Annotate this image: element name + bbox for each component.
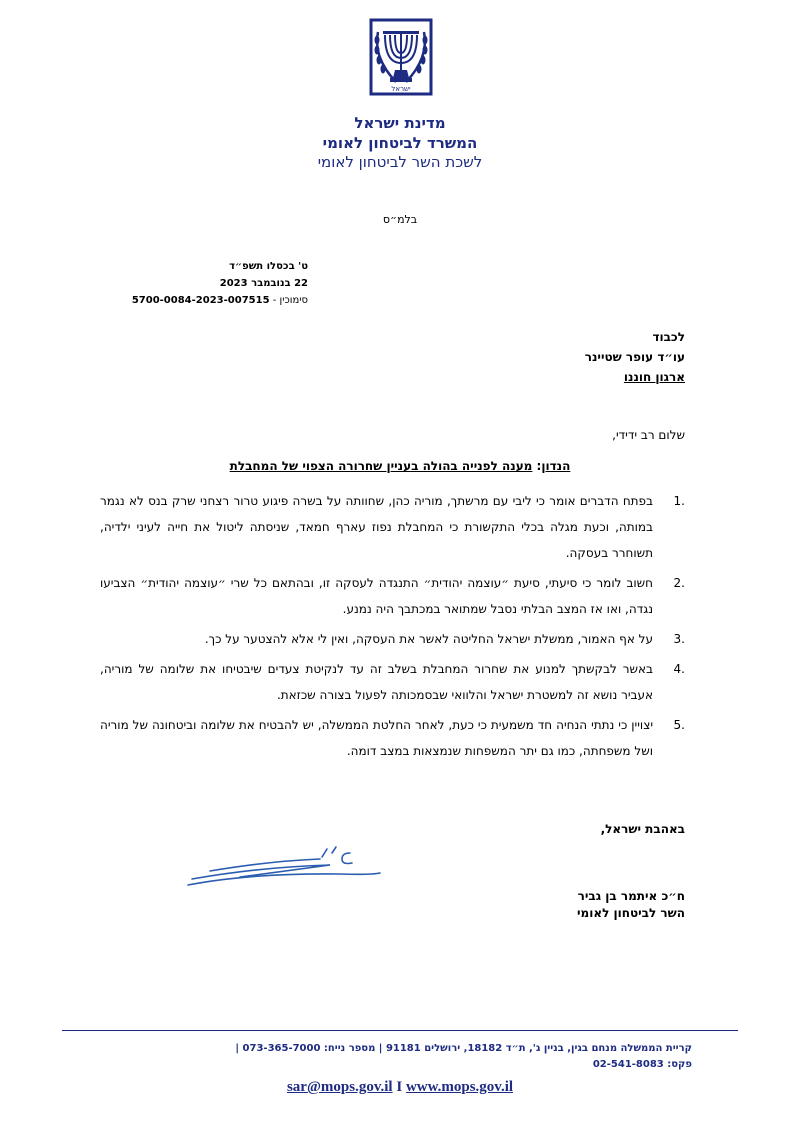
- website-link[interactable]: www.mops.gov.il: [405, 1079, 514, 1095]
- reference-number: 5700-0084-2023-007515: [131, 295, 270, 306]
- item-text: באשר לבקשתך למנוע את שחרור המחבלת בשלב זה עד לנקיטת צעדים שיבטיחו את שלומה של מוריה, אעביר נושא זה למשטרת ישראל והלוואי שבסמכותה לפעול בצורה שכזאת.: [100, 662, 653, 702]
- hebrew-date: ט' בכסלו תשפ״ד: [229, 261, 308, 272]
- letter-body: [100, 488, 685, 768]
- subject-text: מענה לפנייה בהולה בעניין שחרורה הצפוי של המחבלת: [229, 459, 533, 473]
- closing-phrase: באהבת ישראל,: [600, 822, 685, 836]
- item-text: חשוב לומר כי סיעתי, סיעת ״עוצמה יהודית״ התנגדה לעסקה זו, ובהתאם כל שרי ״עוצמה יהודית״ הצביעו נגדה, ואו אז המצב הבלתי נסבל שמתואר במכתבך היה נמנע.: [100, 576, 653, 616]
- footer-links: [0, 1079, 800, 1096]
- item-text: על אף האמור, ממשלת ישראל החליטה לאשר את העסקה, ואין לי אלא להצטער על כך.: [204, 632, 653, 646]
- footer-address: [92, 1041, 692, 1073]
- item-number: 5.: [673, 718, 685, 732]
- recipient-honorific: לכבוד: [652, 330, 685, 344]
- list-item: [100, 570, 685, 622]
- state-name: מדינת ישראל: [354, 114, 446, 132]
- reference-line: [48, 292, 308, 309]
- list-item: [100, 712, 685, 764]
- reference-label: סימוכין -: [272, 295, 308, 306]
- footer-fax-line: פקס: 02-541-8083: [592, 1059, 692, 1070]
- item-number: 3.: [673, 632, 685, 646]
- email-link[interactable]: sar@mops.gov.il: [286, 1079, 393, 1095]
- item-text: יצויין כי נתתי הנחיה חד משמעית כי כעת, לאחר החלטת הממשלה, יש להבטיח את שלומה וביטחונה של מוריה ושל משפחתה, כמו גם יתר המשפחות שנמצאות במצב דומה.: [100, 718, 653, 758]
- svg-text:ישראל: ישראל: [391, 85, 411, 93]
- list-item: [100, 488, 685, 566]
- link-separator: I: [396, 1079, 403, 1095]
- list-item: [100, 626, 685, 652]
- item-number: 1.: [673, 494, 685, 508]
- recipient-organization: ארגון חוננו: [623, 370, 685, 384]
- footer-divider: [62, 1030, 738, 1031]
- subject-label: הנדון: [541, 459, 571, 473]
- subject-line: הנדון: מענה לפנייה בהולה בעניין שחרורה הצפוי של המחבלת: [229, 459, 571, 473]
- signer-title: השר לביטחון לאומי: [577, 906, 685, 920]
- signer-name: ח״כ איתמר בן גביר: [577, 889, 685, 903]
- classification-label: בלמ״ס: [382, 213, 418, 226]
- greeting: שלום רב ידידי,: [612, 428, 685, 442]
- footer-address-line: קריית הממשלה מנחם בגין, בניין ג', ת״ד 18182, ירושלים 91181 | מספר נייח: 073-365-7000 |: [235, 1043, 692, 1054]
- state-emblem-icon: [362, 18, 440, 98]
- office-name: לשכת השר לביטחון לאומי: [317, 153, 483, 171]
- date-block: [48, 258, 308, 309]
- handwritten-signature: [180, 843, 385, 893]
- gregorian-date: 22 בנובמבר 2023: [219, 278, 308, 289]
- item-text: בפתח הדברים אומר כי ליבי עם מרשתך, מוריה כהן, שחוותה על בשרה פיגוע טרור רצחני שרק בנס לא נגמר במותה, וכעת מגלה בכלי התקשורת כי המחבלת נפוז עארף חמאד, שניסתה ליטול את חייה לעיני ילדיה, תשוחרר בעסקה.: [100, 494, 653, 560]
- recipient-block: [385, 327, 685, 387]
- item-number: 4.: [673, 662, 685, 676]
- list-item: [100, 656, 685, 708]
- item-number: 2.: [673, 576, 685, 590]
- recipient-name: עו״ד עופר שטיינר: [584, 350, 685, 364]
- ministry-name: המשרד לביטחון לאומי: [322, 134, 478, 152]
